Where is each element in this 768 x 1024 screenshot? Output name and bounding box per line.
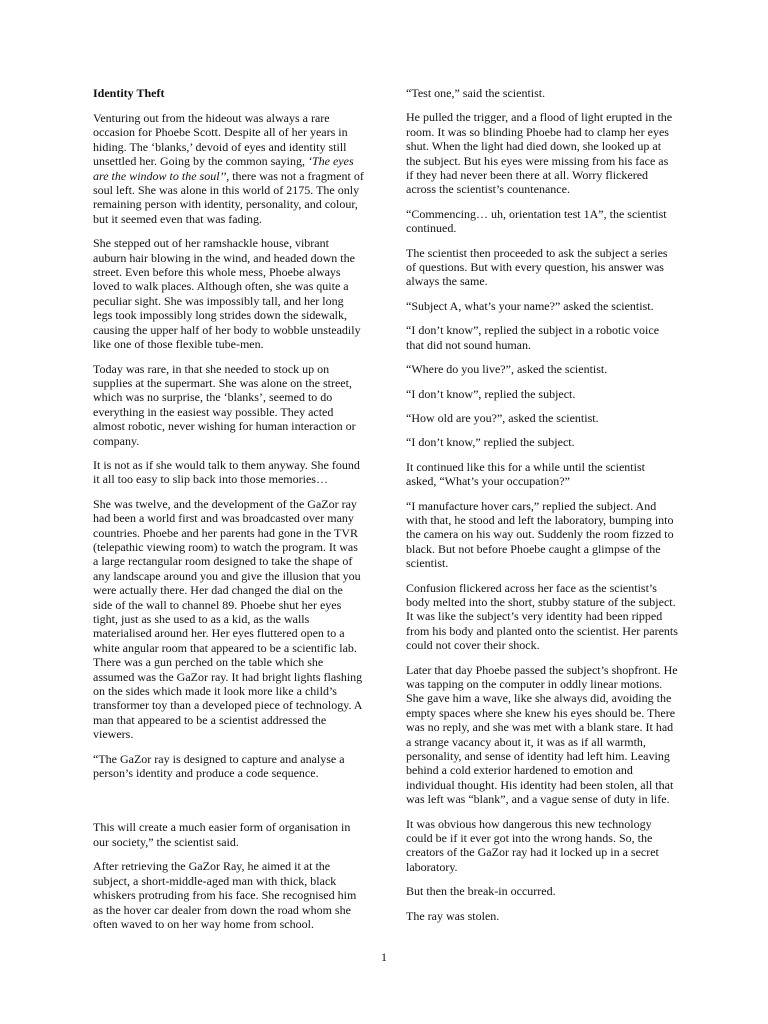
paragraph: “Commencing… uh, orientation test 1A”, the scientist continued. [406, 206, 667, 236]
paragraph: It is not as if she would talk to them anyway. She found it all too easy to slip back into those memories… [93, 457, 360, 487]
paragraph: “I don’t know”, replied the subject in a robotic voice that did not sound human. [406, 323, 660, 352]
paragraph: It was obvious how dangerous this new technology could be if it ever got into the wrong hands. So, the creators of the GaZor ray had it locked up in a secret laboratory. [406, 816, 659, 874]
left-column [93, 86, 365, 941]
paragraph: “Test one,” said the scientist. [406, 86, 546, 100]
paragraph: “Where do you live?”, asked the scientist. [406, 362, 608, 377]
paragraph: After retrieving the GaZor Ray, he aimed it at the subject, a short-middle-aged man with thick, black whiskers protruding from his face. She recognised him as the hover car dealer from down the road whom she often waved to on her way home from school. [93, 859, 357, 931]
paragraph: Today was rare, in that she needed to stock up on supplies at the supermart. She was alone on the street, which was no surprise, the ‘blanks’, seemed to do everything in the easiest way possible. They acted almost robotic, never wishing for human interaction or company. [93, 361, 356, 448]
page-number: 1 [381, 950, 387, 964]
italic-quote: ‘The eyes are the window to the soul’’ [93, 154, 354, 183]
paragraph: “Subject A, what’s your name?” asked the scientist. [406, 298, 654, 313]
paragraph: Confusion flickered across her face as the scientist’s body melted into the short, stubby stature of the subject. It was like the subject’s very identity had been ripped from his body and planted onto the scientist. Her parents could not cover their shock. [406, 580, 678, 653]
paragraph: “I don’t know,” replied the subject. [406, 435, 575, 450]
paragraph: “I don’t know”, replied the subject. [406, 386, 576, 401]
paragraph: “How old are you?”, asked the scientist. [406, 410, 599, 425]
paragraph: This will create a much easier form of organisation in our society,” the scientist said. [93, 820, 351, 849]
paragraph-text: Venturing out from the hideout was always a rare occasion for Phoebe Scott. Despite all of her years in hiding. The ‘blanks,’ devoid of eyes and identity still unsettled her. Going by the common saying, [93, 111, 348, 169]
paragraph: It continued like this for a while until the scientist asked, “What’s your occupation?” [406, 459, 645, 489]
paragraph: He pulled the trigger, and a flood of light erupted in the room. It was so blinding Phoebe had to clamp her eyes shut. When the light had died down, she looked up at the subject. But his eyes were missing from his face as if they had never been there at all. Worry flickered across the scientist’s countenance. [406, 110, 673, 197]
paragraph: She stepped out of her ramshackle house, vibrant auburn hair blowing in the wind, and headed down the street. Even before this whole mess, Phoebe always loved to walk places. Although often, she was quite a peculiar sight. She was impossibly tall, and her long legs took impossibly long strides down the sidewalk, causing the upper half of her body to wobble unsteadily like one of those flexible tube-men. [93, 236, 361, 352]
blank-gap [93, 790, 365, 820]
paragraph: “The GaZor ray is designed to capture and analyse a person’s identity and produce a code sequence. [93, 751, 345, 781]
paragraph: “I manufacture hover cars,” replied the subject. And with that, he stood and left the laboratory, bumping into the camera on his way out. Suddenly the room fizzed to black. But not before Phoebe caught a glimpse of the scientist. [406, 498, 674, 571]
right-column [406, 86, 678, 933]
paragraph: But then the break-in occurred. [406, 884, 556, 899]
paragraph: Later that day Phoebe passed the subject’s shopfront. He was tapping on the computer in oddly linear motions. She gave him a wave, like she always did, avoiding the empty spaces where she knew his eyes should be. There was no reply, and she was met with a blank stare. It had a strange vacancy about it, it was as if all warmth, personality, and sense of identity had left him. Leaving behind a cold exterior hardened to emotion and individual thought. His identity had been stolen, all that was left was “blank”, and a vague sense of duty in life. [406, 662, 678, 807]
paragraph: She was twelve, and the development of the GaZor ray had been a world first and was broadcasted over many countries. Phoebe and her parents had gone in the TVR (telepathic viewing room) to watch the program. It was a large rectangular room designed to take the shape of any landscape around you and give the illusion that you were actually there. Her dad changed the dial on the side of the wall to channel 89. Phoebe shut her eyes tight, just as she used to as a kid, as the walls materialised around her. Her eyes fluttered open to a white angular room that appeared to be a scientific lab. There was a gun perched on the table which she assumed was the GaZor ray. It had bright lights flashing on the sides which made it look more like a child’s transformer toy than a developed piece of technology. A man that appeared to be a scientist addressed the viewers. [93, 496, 363, 742]
paragraph-text: , there was not a fragment of soul left. She was alone in this world of 2175. The only remaining person with identity, personality, and colour, but it seemed even that was fading. [93, 168, 364, 226]
paragraph: The ray was stolen. [406, 908, 500, 923]
paragraph: The scientist then proceeded to ask the subject a series of questions. But with every question, his answer was always the same. [406, 245, 668, 289]
paragraph [93, 111, 365, 226]
document-title: Identity Theft [93, 86, 165, 100]
